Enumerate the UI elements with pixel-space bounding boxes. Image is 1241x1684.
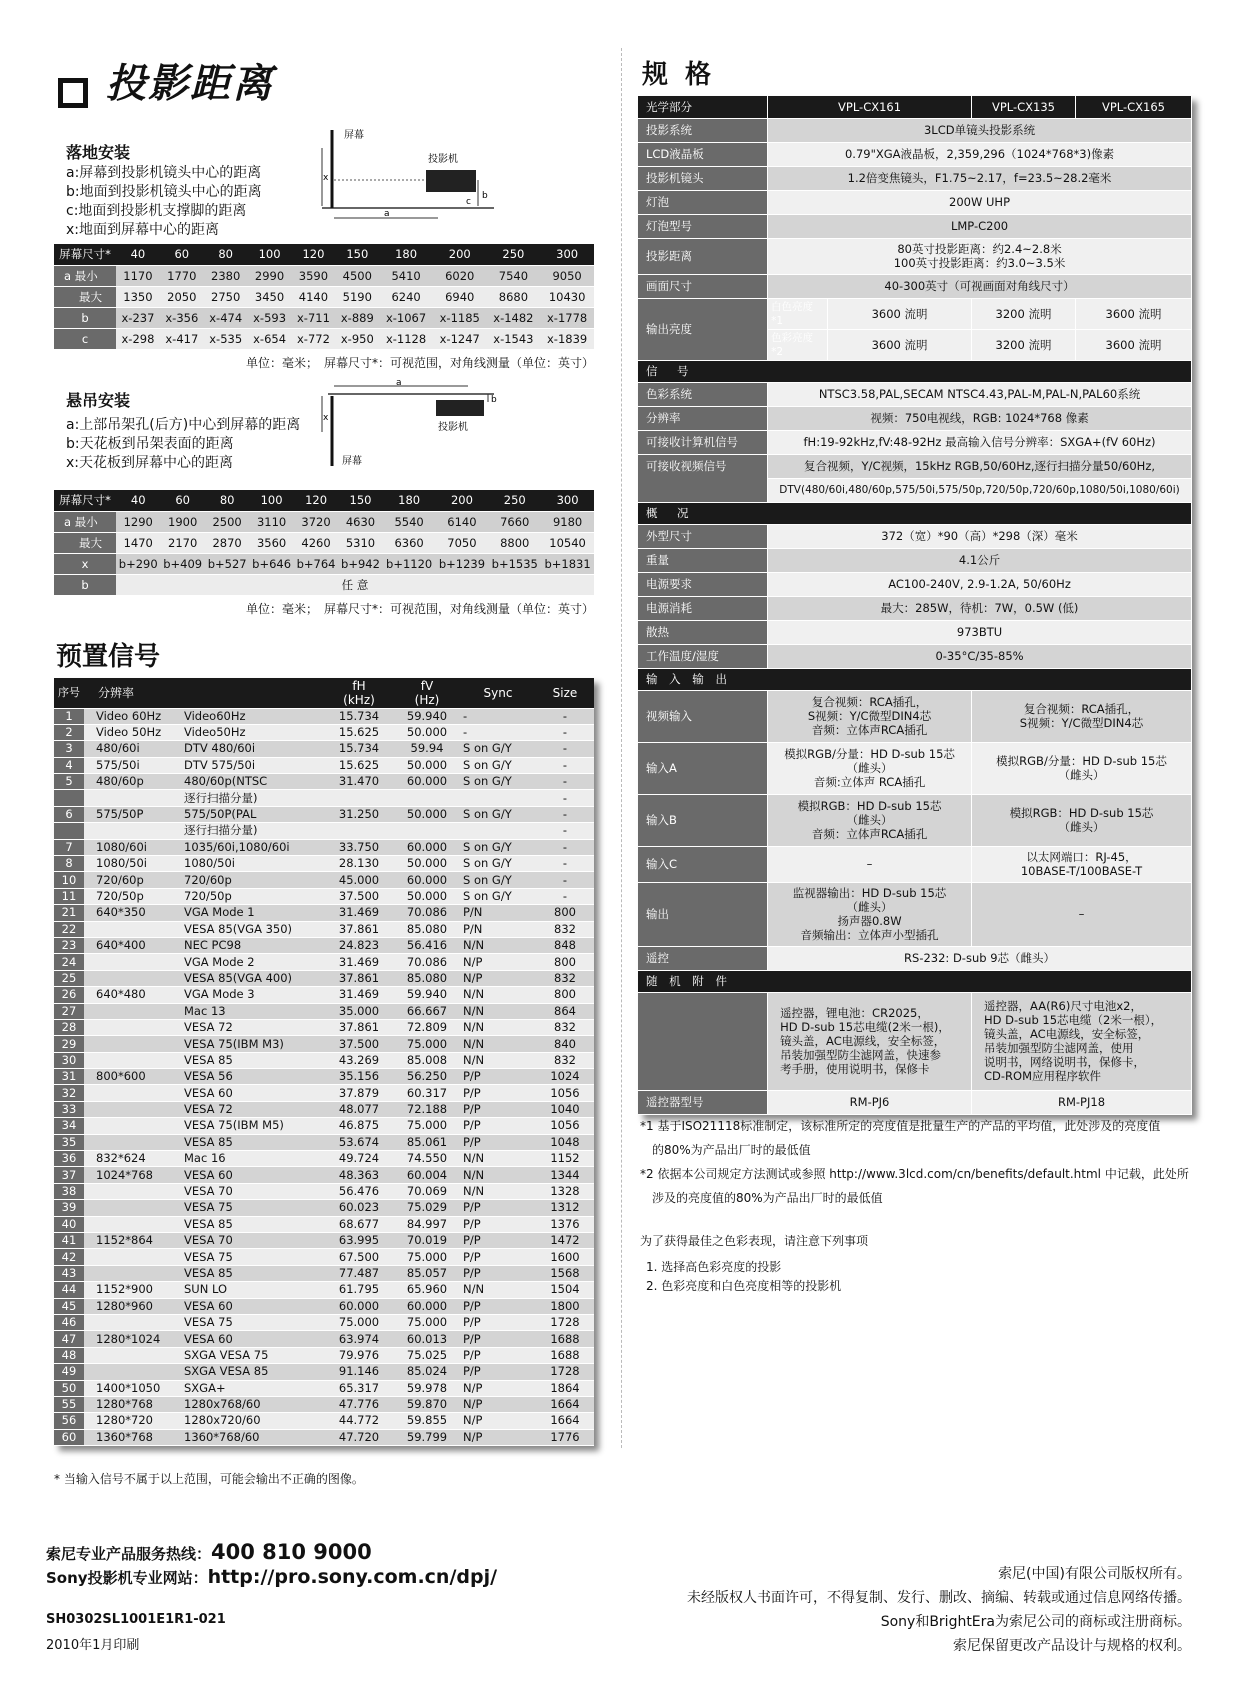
table-row: 21 640*350 VGA Mode 1 31.469 70.086 P/N 800 — [54, 905, 594, 921]
svg-text:x: x — [323, 413, 329, 423]
table-row: 49 SXGA VESA 85 91.146 85.024 P/P 1728 — [54, 1364, 594, 1380]
ceiling-distance-table — [54, 490, 594, 596]
table-row: 47 1280*1024 VESA 60 63.974 60.013 P/P 1688 — [54, 1331, 594, 1347]
svg-text:a: a — [396, 380, 402, 388]
table-row: 39 VESA 75 60.023 75.029 P/P 1312 — [54, 1200, 594, 1216]
table-row: 逐行扫描分量) - — [54, 790, 594, 806]
table-row: x b+290 b+409 b+527 b+646 b+764 b+942 b+1120 b+1239 b+1535 b+1831 — [54, 553, 594, 574]
svg-text:c: c — [466, 197, 471, 207]
table-row: 60 1360*768 1360*768/60 47.720 59.799 N/P 1776 — [54, 1429, 594, 1445]
table-row: 46 VESA 75 75.000 75.000 P/P 1728 — [54, 1314, 594, 1330]
spec-table: 光学部分 VPL-CX161 VPL-CX135 VPL-CX165 投影系统 3LCD单镜头投影系统 LCD液晶板 0.79"XGA液晶板，2,359,296（1024*768*3)像素 投影机镜头 1.2倍变焦镜头，F1.75~2.17，f=23.5~28.2毫米 灯泡 200W UHP 灯泡型号 LMP-C200 投影距离 80英寸投影距离：约2.4~2.8米 100英寸投影距离：约3.0~3.5米 画面尺寸 40-300英寸（可视画面对角线尺寸） 输出亮度 白色亮度*1 3600 流明 3200 流明 3600 流明 色彩亮度*2 3600 流明 3200 流明 3600 流明 信 号 色彩系统 NTSC3.58,PAL,SECAM NTSC4.43,PAL-M,PAL-N,PAL60系统 分辨率 视频：750电视线，RGB: 1024*768 像素 可接收计算机信号 fH:19-92kHz,fV:48-92Hz 最高输入信号分辨率：SXGA+(fV 60Hz) 可接收视频信号 复合视频，Y/C视频，15kHz RGB,50/60Hz,逐行扫描分量50/60Hz, DTV(480/60i,480/60p,575/50i,575/50p,720/50p,720/60p,1080/50i,1080/60i) 概 况 外型尺寸 372（宽）*90（高）*298（深）毫米 重量 4.1公斤 电源要求 AC100-240V, 2.9-1.2A, 50/60Hz 电源消耗 最大：285W，待机：7W，0.5W (低) 散热 973BTU 工作温度/湿度 0-35°C/35-85% 输 入 输 出 视频输入 复合视频：RCA插孔， S视频：Y/C微型DIN4芯 音频：立体声RCA插孔 复合视频：RCA插孔， S视频：Y/C微型DIN4芯 输入A 模拟RGB/分量：HD D-sub 15芯 （雌头） 音频:立体声 RCA插孔 模拟RGB/分量：HD D-sub 15芯 （雌头） 输入B 模拟RGB：HD D-sub 15芯 （雌头） 音频：立体声RCA插孔 模拟RGB：HD D-sub 15芯 （雌头） 输入C – 以太网端口：RJ-45， 10BASE-T/100BASE-T 输出 监视器输出：HD D-sub 15芯 （雌头） 扬声器0.8W 音频输出：立体声小型插孔 – 遥控 RS-232: D-sub 9芯（雌头） 随 机 附 件 遥控器，锂电池：CR2025， HD D-sub 15芯电缆(2米一根)， 镜头盖，AC电源线，安全标签， 吊装加强型防尘滤网盖，快速参 考手册，使用说明书，保修卡 遥控器，AA(R6)尺寸电池x2， HD D-sub 15芯电缆（2米一根）， 镜头盖，AC电源线，安全标签， 吊装加强型防尘滤网盖，使用 说明书，网络说明书，保修卡， CD-ROM应用程序软件 遥控器型号 RM-PJ6 RM-PJ18 — [638, 96, 1192, 1115]
floor-diagram — [318, 118, 496, 222]
preset-signal-table — [54, 678, 594, 1446]
ceiling-heading: 悬吊安装 — [66, 391, 131, 410]
diagram-projector-label: 投影机 — [438, 422, 468, 433]
table-row: 35 VESA 85 53.674 85.061 P/P 1048 — [54, 1134, 594, 1150]
website-link[interactable]: http://pro.sony.com.cn/dpj/ — [207, 1566, 498, 1588]
svg-text:a: a — [384, 209, 390, 219]
table-row: 36 832*624 Mac 16 49.724 74.550 N/N 1152 — [54, 1151, 594, 1167]
table-row: 24 VGA Mode 2 31.469 70.086 N/P 800 — [54, 954, 594, 970]
table-row: b 任 意 — [54, 574, 594, 595]
column-divider — [621, 48, 622, 1448]
floor-heading: 落地安装 — [66, 143, 131, 162]
table-row: 33 VESA 72 48.077 72.188 P/P 1040 — [54, 1101, 594, 1117]
preset-title: 预置信号 — [56, 642, 161, 672]
table-row: 43 VESA 85 77.487 85.057 P/P 1568 — [54, 1265, 594, 1281]
table-header-row: 序号 分辨率 fH (kHz) fV (Hz) Sync Size — [54, 678, 594, 708]
table-row: 8 1080/50i 1080/50i 28.130 50.000 S on G/Y - — [54, 856, 594, 872]
diagram-x-label: x — [323, 173, 329, 183]
color-tip: 为了获得最佳之色彩表现，请注意下列事项 — [640, 1234, 869, 1248]
model-cx135: VPL-CX135 — [972, 96, 1076, 118]
diagram-projector-label: 投影机 — [428, 154, 458, 165]
model-cx161: VPL-CX161 — [768, 96, 972, 118]
table-row: 44 1152*900 SUN LO 61.795 65.960 N/N 1504 — [54, 1282, 594, 1298]
doc-code: SH0302SL1001E1R1-021 — [46, 1612, 226, 1627]
ceiling-description: a:上部吊架孔(后方)中心到屏幕的距离 b:天花板到吊架表面的距离 x:天花板到屏幕中心的距离 — [66, 417, 301, 471]
floor-description: a:屏幕到投影机镜头中心的距离 b:地面到投影机镜头中心的距离 c:地面到投影机支撑脚的距离 x:地面到屏幕中心的距离 — [66, 165, 262, 238]
diagram-screen-label: 屏幕 — [344, 130, 364, 141]
print-date: 2010年1月印刷 — [46, 1638, 140, 1653]
table-row: 最大 1470 2170 2870 3560 4260 5310 6360 7050 8800 10540 — [54, 532, 594, 553]
table-row: 最大 1350 2050 2750 3450 4140 5190 6240 6940 8680 10430 — [54, 286, 594, 307]
table-row: 7 1080/60i 1035/60i,1080/60i 33.750 60.000 S on G/Y - — [54, 839, 594, 855]
color-tips-list: 1. 选择高色彩亮度的投影 2. 色彩亮度和白色亮度相等的投影机 — [646, 1260, 842, 1293]
table-row: 2 Video 50Hz Video50Hz 15.625 50.000 - - — [54, 724, 594, 740]
table-header-row: 屏幕尺寸* 40 60 80 100 120 150 180 200 250 300 — [54, 490, 594, 511]
table-row: 42 VESA 75 67.500 75.000 P/P 1600 — [54, 1249, 594, 1265]
square-bullet-icon — [58, 78, 88, 108]
table-row: 29 VESA 75(IBM M3) 37.500 75.000 N/N 840 — [54, 1036, 594, 1052]
table-row: 40 VESA 85 68.677 84.997 P/P 1376 — [54, 1216, 594, 1232]
table-row: 50 1400*1050 SXGA+ 65.317 59.978 N/P 1864 — [54, 1380, 594, 1396]
ceiling-diagram — [318, 380, 498, 470]
table-row: 31 800*600 VESA 56 35.156 56.250 P/P 1024 — [54, 1069, 594, 1085]
table-row: 5 480/60p 480/60p(NTSC 31.470 60.000 S on G/Y - — [54, 774, 594, 790]
table-row: b x-237 x-356 x-474 x-593 x-711 x-889 x-1067 x-1185 x-1482 x-1778 — [54, 307, 594, 328]
table-row: 11 720/50p 720/50p 37.500 50.000 S on G/Y - — [54, 888, 594, 904]
table-row: 1 Video 60Hz Video60Hz 15.734 59.940 - - — [54, 708, 594, 724]
table-row: c x-298 x-417 x-535 x-654 x-772 x-950 x-1128 x-1247 x-1543 x-1839 — [54, 328, 594, 349]
spec-notes: *1 基于ISO21118标准制定，该标准所定的亮度值是批量生产的产品的平均值，此处涉及的亮度值 的80%为产品出厂时的最低值 *2 依据本公司规定方法测试或参照 http://www.3lcd.com/cn/benefits/default.html 中记载，此处所 涉及的亮度值的80%为产品出厂时的最低值 — [640, 1119, 1189, 1205]
table-row: 4 575/50i DTV 575/50i 15.625 50.000 S on G/Y - — [54, 757, 594, 773]
table-row: 30 VESA 85 43.269 85.008 N/N 832 — [54, 1052, 594, 1068]
table-row: 56 1280*720 1280x720/60 44.772 59.855 N/P 1664 — [54, 1413, 594, 1429]
ceiling-unit-note: 单位：毫米； 屏幕尺寸*：可视范围，对角线测量（单位：英寸） — [245, 602, 594, 616]
table-row: 27 Mac 13 35.000 66.667 N/N 864 — [54, 1003, 594, 1019]
floor-unit-note: 单位：毫米； 屏幕尺寸*：可视范围，对角线测量（单位：英寸） — [245, 356, 594, 370]
diagram-screen-label: 屏幕 — [342, 456, 362, 467]
section-title-distance: 投影距离 — [58, 52, 274, 109]
table-row: 28 VESA 72 37.861 72.809 N/N 832 — [54, 1019, 594, 1035]
table-row: 37 1024*768 VESA 60 48.363 60.004 N/N 1344 — [54, 1167, 594, 1183]
table-row: 25 VESA 85(VGA 400) 37.861 85.080 N/P 832 — [54, 970, 594, 986]
table-row: a 最小 1170 1770 2380 2990 3590 4500 5410 6020 7540 9050 — [54, 265, 594, 286]
floor-distance-table — [54, 244, 594, 350]
table-row: 55 1280*768 1280x768/60 47.776 59.870 N/P 1664 — [54, 1396, 594, 1412]
table-row: 38 VESA 70 56.476 70.069 N/N 1328 — [54, 1183, 594, 1199]
table-row: 3 480/60i DTV 480/60i 15.734 59.94 S on G/Y - — [54, 741, 594, 757]
table-row: 10 720/60p 720/60p 45.000 60.000 S on G/Y - — [54, 872, 594, 888]
table-row: 逐行扫描分量) - — [54, 823, 594, 839]
footer-website: Sony投影机专业网站：http://pro.sony.com.cn/dpj/ — [46, 1566, 498, 1588]
table-row: 45 1280*960 VESA 60 60.000 60.000 P/P 1800 — [54, 1298, 594, 1314]
model-cx165: VPL-CX165 — [1075, 96, 1191, 118]
projector-icon — [436, 400, 484, 416]
projector-icon — [426, 170, 476, 192]
table-row: 32 VESA 60 37.879 60.317 P/P 1056 — [54, 1085, 594, 1101]
table-row: 23 640*400 NEC PC98 24.823 56.416 N/N 848 — [54, 937, 594, 953]
table-row: 26 640*480 VGA Mode 3 31.469 59.940 N/N 800 — [54, 987, 594, 1003]
svg-text:b: b — [491, 395, 497, 405]
table-row: 48 SXGA VESA 75 79.976 75.025 P/P 1688 — [54, 1347, 594, 1363]
table-row: a 最小 1290 1900 2500 3110 3720 4630 5540 6140 7660 9180 — [54, 511, 594, 532]
copyright-block: 索尼(中国)有限公司版权所有。 未经版权人书面许可，不得复制、发行、删改、摘编、转载或通过信息网络传播。 Sony和BrightEra为索尼公司的商标或注册商标。 索尼保留更改产品设计与规格的权利。 — [687, 1566, 1191, 1654]
spec-title: 规 格 — [642, 60, 716, 90]
preset-footnote: * 当输入信号不属于以上范围，可能会输出不正确的图像。 — [54, 1472, 364, 1486]
table-row: 34 VESA 75(IBM M5) 46.875 75.000 P/P 1056 — [54, 1118, 594, 1134]
table-row: 6 575/50P 575/50P(PAL 31.250 50.000 S on G/Y - — [54, 806, 594, 822]
table-header-row: 屏幕尺寸* 40 60 80 100 120 150 180 200 250 300 — [54, 244, 594, 265]
footer-hotline: 索尼专业产品服务热线：400 810 9000 — [46, 1540, 372, 1564]
svg-text:b: b — [482, 191, 488, 201]
table-row: 22 VESA 85(VGA 350) 37.861 85.080 P/N 832 — [54, 921, 594, 937]
table-row: 41 1152*864 VESA 70 63.995 70.019 P/P 1472 — [54, 1233, 594, 1249]
